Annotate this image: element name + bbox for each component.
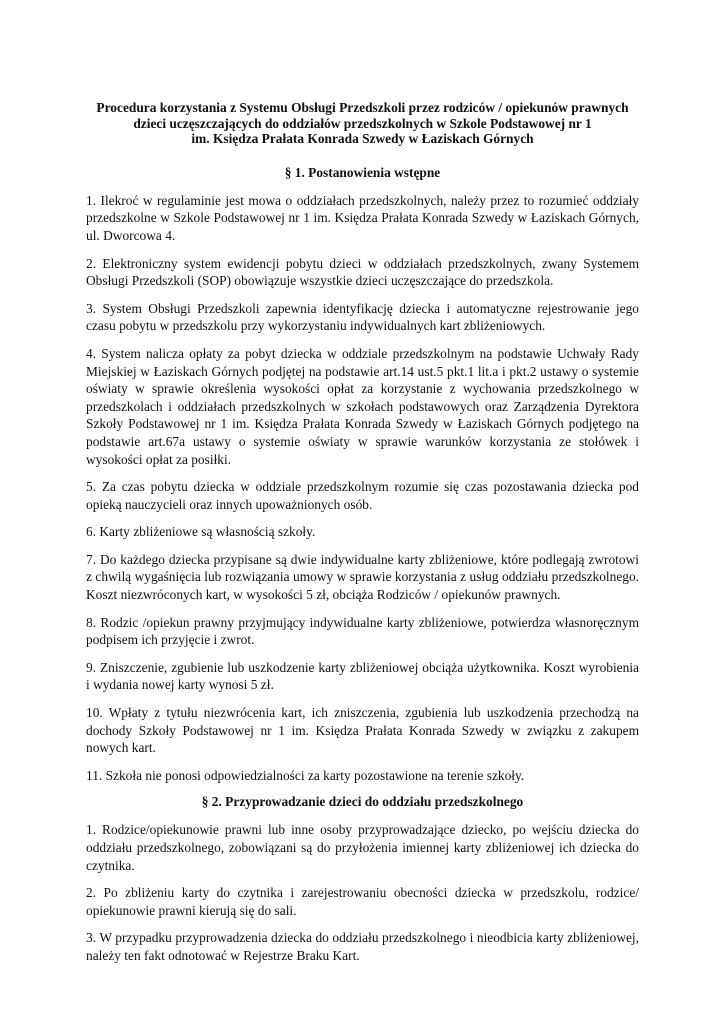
section-1-paragraph: 10. Wpłaty z tytułu niezwrócenia kart, ich zniszczenia, zgubienia lub uszkodzenia przechodzą na dochody Szkoły Podstawowej nr 1 im. Księdza Prałata Konrada Szwedy w związku z zakupem nowych kart. xyxy=(86,705,639,756)
section-1-paragraph: 6. Karty zbliżeniowe są własnością szkoły. xyxy=(86,524,316,540)
section-1-paragraph: 4. System nalicza opłaty za pobyt dziecka w oddziale przedszkolnym na podstawie Uchwały Rady Miejskiej w Łaziskach Górnych podjętej na podstawie art.14 ust.5 pkt.1 lit.a i pkt.2 ustawy o systemie oświaty w sprawie określenia wysokości opłat za korzystanie z wychowania przedszkolnego w przedszkolach i oddziałach przedszkolnych w szkołach podstawowych oraz Zarządzenia Dyrektora Szkoły Podstawowej nr 1 im. Księdza Prałata Konrada Szwedy w Łaziskach Górnych podjętego na podstawie art.67a ustawy o systemie oświaty w sprawie warunków korzystania ze stołówek i wysokości opłat za posiłki. xyxy=(86,345,639,467)
document-title xyxy=(86,100,639,147)
section-2-paragraph: 1. Rodzice/opiekunowie prawni lub inne osoby przyprowadzające dziecko, po wejściu dziecka do oddziału przedszkolnego, zobowiązani są do przyłożenia imiennej karty zbliżeniowej ich dziecka do czytnika. xyxy=(86,822,639,873)
section-1-paragraph: 8. Rodzic /opiekun prawny przyjmujący indywidualne karty zbliżeniowe, potwierdza własnoręcznym podpisem ich przyjęcie i zwrot. xyxy=(86,614,639,648)
title-line: Procedura korzystania z Systemu Obsługi Przedszkoli przez rodziców / opiekunów prawnych xyxy=(96,100,629,115)
section-1-paragraph: 7. Do każdego dziecka przypisane są dwie indywidualne karty zbliżeniowe, które podlegają zwrotowi z chwilą wygaśnięcia lub rozwiązania umowy w sprawie korzystania z usług oddziału przedszkolnego. Koszt niezwróconych kart, w wysokości 5 zł, obciąża Rodziców / opiekunów prawnych. xyxy=(86,551,639,603)
section-1-paragraph: 3. System Obsługi Przedszkoli zapewnia identyfikację dziecka i automatyczne rejestrowanie jego czasu pobytu w przedszkolu przy wykorzystaniu indywidualnych kart zbliżeniowych. xyxy=(86,300,639,334)
document-content xyxy=(86,100,639,975)
section-1-paragraph: 5. Za czas pobytu dziecka w oddziale przedszkolnym rozumie się czas pozostawania dziecka pod opieką nauczycieli oraz innych upoważnionych osób. xyxy=(86,479,639,512)
section-1-paragraph: 2. Elektroniczny system ewidencji pobytu dzieci w oddziałach przedszkolnych, zwany Systemem Obsługi Przedszkoli (SOP) obowiązuje wszystkie dzieci uczęszczające do przedszkola. xyxy=(86,255,639,289)
section-1-paragraph: 9. Zniszczenie, zgubienie lub uszkodzenie karty zbliżeniowej obciąża użytkownika. Koszt wyrobienia i wydania nowej karty wynosi 5 zł. xyxy=(86,659,639,693)
section-1-heading: § 1. Postanowienia wstępne xyxy=(284,164,441,180)
section-2-paragraph: 2. Po zbliżeniu karty do czytnika i zarejestrowaniu obecności dziecka w przedszkolu, rodzice/ opiekunowie prawni kierują się do sali. xyxy=(86,885,639,918)
section-1-paragraph: 11. Szkoła nie ponosi odpowiedzialności za karty pozostawione na terenie szkoły. xyxy=(86,767,525,783)
title-line: dzieci uczęszczających do oddziałów przedszkolnych w Szkole Podstawowej nr 1 xyxy=(133,115,592,131)
section-2-paragraph: 3. W przypadku przyprowadzenia dziecka do oddziału przedszkolnego i nieodbicia karty zbliżeniowej, należy ten fakt odnotować w Rejestrze Braku Kart. xyxy=(86,930,639,963)
section-2-heading: § 2. Przyprowadzanie dzieci do oddziału przedszkolnego xyxy=(201,794,524,810)
title-line: im. Księdza Prałata Konrada Szwedy w Łaziskach Górnych xyxy=(191,131,534,147)
section-1-paragraph: 1. Ilekroć w regulaminie jest mowa o oddziałach przedszkolnych, należy przez to rozumieć oddziały przedszkolne w Szkole Podstawowej nr 1 im. Księdza Prałata Konrada Szwedy w Łaziskach Górnych, ul. Dworcowa 4. xyxy=(86,192,639,243)
